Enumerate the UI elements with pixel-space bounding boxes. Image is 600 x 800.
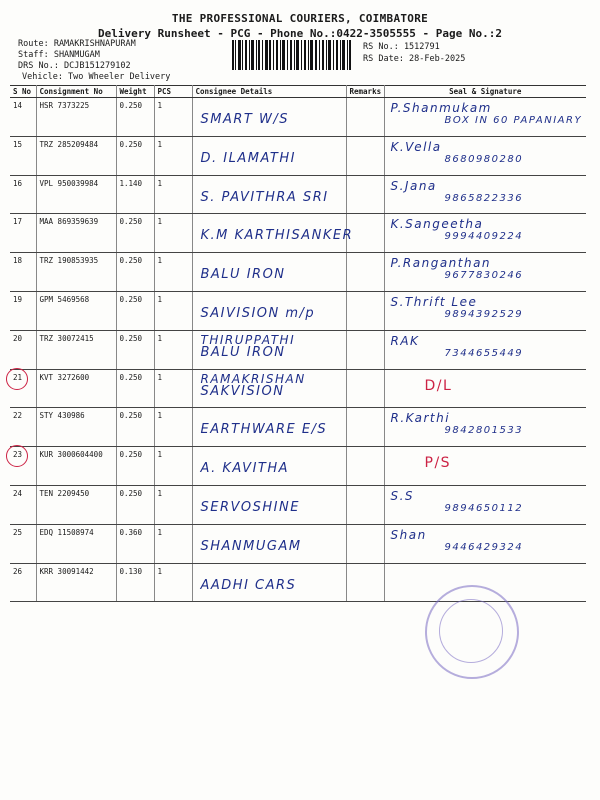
row-signature (384, 291, 586, 330)
col-consignee: Consignee Details (192, 86, 346, 98)
row-consignment-no: HSR 7373225 (36, 98, 116, 137)
row-remarks (346, 524, 384, 563)
row-consignment-no: VPL 950039984 (36, 175, 116, 214)
row-remarks (346, 447, 384, 486)
row-consignee (192, 485, 346, 524)
consignee-name: S. PAVITHRA SRI (200, 189, 329, 205)
row-consignment-no: TRZ 190853935 (36, 253, 116, 292)
signature-name: R.Karthi (390, 411, 451, 426)
row-pcs: 1 (154, 214, 192, 253)
table-row (10, 291, 586, 330)
row-pcs: 1 (154, 369, 192, 408)
row-consignment-no: MAA 869359639 (36, 214, 116, 253)
row-pcs: 1 (154, 447, 192, 486)
delivery-remark: P/S (424, 455, 452, 472)
table-row (10, 253, 586, 292)
row-signature (384, 253, 586, 292)
row-pcs: 1 (154, 408, 192, 447)
row-weight: 0.250 (116, 485, 154, 524)
marked-row-circle (6, 368, 28, 390)
signature-name: K.Vella (390, 139, 442, 154)
signature-name: S.Thrift Lee (390, 294, 478, 309)
consignee-name-alt: THIRUPPATHI (200, 332, 296, 347)
row-signature (384, 136, 586, 175)
row-sno: 23 (10, 447, 36, 486)
row-consignee (192, 369, 346, 408)
row-weight: 0.250 (116, 369, 154, 408)
row-remarks (346, 291, 384, 330)
consignee-name: K.M KARTHISANKER (200, 228, 354, 244)
runsheet-table (10, 85, 586, 602)
row-weight: 0.250 (116, 136, 154, 175)
row-remarks (346, 214, 384, 253)
table-row (10, 369, 586, 408)
consignee-name: BALU IRON (200, 267, 286, 283)
row-pcs: 1 (154, 98, 192, 137)
row-sno: 20 (10, 330, 36, 369)
row-signature (384, 175, 586, 214)
table-row (10, 524, 586, 563)
table-row (10, 98, 586, 137)
col-sno: S No (10, 86, 36, 98)
row-weight: 0.130 (116, 563, 154, 602)
signature-name: RAK (390, 333, 420, 348)
consignee-name: SAIVISION m/p (200, 305, 316, 321)
row-weight: 0.250 (116, 447, 154, 486)
row-sno: 16 (10, 175, 36, 214)
row-remarks (346, 98, 384, 137)
signature-name: P.Ranganthan (390, 256, 492, 271)
col-remarks: Remarks (346, 86, 384, 98)
consignee-name: D. ILAMATHI (200, 150, 296, 166)
table-row (10, 214, 586, 253)
row-consignee (192, 291, 346, 330)
row-weight: 1.140 (116, 175, 154, 214)
row-weight: 0.250 (116, 330, 154, 369)
row-consignment-no: TRZ 30072415 (36, 330, 116, 369)
row-sno: 25 (10, 524, 36, 563)
row-sno: 24 (10, 485, 36, 524)
row-sno: 22 (10, 408, 36, 447)
rs-number: RS No.: 1512791 (363, 42, 440, 52)
consignee-name: SAKVISION (200, 383, 285, 399)
table-row (10, 485, 586, 524)
signature-phone: 9842801533 (444, 425, 524, 437)
row-sno: 14 (10, 98, 36, 137)
marked-row-circle (6, 445, 28, 467)
table-header-row (10, 86, 586, 98)
row-signature (384, 330, 586, 369)
row-signature (384, 214, 586, 253)
row-signature (384, 447, 586, 486)
col-pcs: PCS (154, 86, 192, 98)
signature-phone: 9865822336 (444, 192, 524, 204)
row-remarks (346, 485, 384, 524)
consignee-name: EARTHWARE E/S (200, 422, 328, 438)
row-pcs: 1 (154, 330, 192, 369)
delivery-remark: D/L (424, 377, 453, 394)
signature-phone: 9994409224 (444, 231, 524, 243)
consignee-name: A. KAVITHA (200, 461, 290, 477)
consignee-name-alt: RAMAKRISHAN (200, 371, 306, 386)
table-row (10, 408, 586, 447)
row-sno: 18 (10, 253, 36, 292)
row-consignee (192, 563, 346, 602)
row-sno: 19 (10, 291, 36, 330)
row-consignee (192, 98, 346, 137)
signature-phone: 7344655449 (444, 347, 524, 359)
table-row (10, 447, 586, 486)
row-remarks (346, 175, 384, 214)
consignee-name: SMART W/S (200, 112, 289, 127)
row-weight: 0.360 (116, 524, 154, 563)
row-consignment-no: KUR 3000604400 (36, 447, 116, 486)
row-pcs: 1 (154, 563, 192, 602)
row-signature (384, 408, 586, 447)
row-weight: 0.250 (116, 291, 154, 330)
row-signature (384, 485, 586, 524)
rs-date: RS Date: 28-Feb-2025 (363, 54, 466, 64)
row-pcs: 1 (154, 253, 192, 292)
row-consignee (192, 136, 346, 175)
row-signature (384, 98, 586, 137)
signature-phone: 9894650112 (444, 502, 524, 514)
signature-phone: 9446429324 (444, 541, 524, 553)
row-consignment-no: KRR 30091442 (36, 563, 116, 602)
row-consignment-no: EDQ 11508974 (36, 524, 116, 563)
row-sno: 17 (10, 214, 36, 253)
row-weight: 0.250 (116, 214, 154, 253)
row-pcs: 1 (154, 175, 192, 214)
route-line: Route: RAMAKRISHNAPURAM (18, 39, 136, 49)
row-consignee (192, 253, 346, 292)
signature-name: K.Sangeetha (390, 217, 484, 232)
consignee-name: SERVOSHINE (200, 499, 300, 515)
company-title: THE PROFESSIONAL COURIERS, COIMBATORE (171, 12, 429, 25)
barcode (232, 40, 352, 70)
col-weight: Weight (116, 86, 154, 98)
row-signature (384, 524, 586, 563)
row-consignee (192, 447, 346, 486)
table-row (10, 330, 586, 369)
vehicle-line: Vehicle: Two Wheeler Delivery (22, 72, 171, 82)
signature-name: Shan (390, 527, 427, 542)
row-sno: 26 (10, 563, 36, 602)
row-remarks (346, 330, 384, 369)
signature-phone: 9894392529 (444, 308, 524, 320)
row-consignee (192, 214, 354, 253)
row-consignment-no: TRZ 285209484 (36, 136, 116, 175)
row-pcs: 1 (154, 136, 192, 175)
row-consignment-no: KVT 3272600 (36, 369, 116, 408)
row-consignment-no: GPM 5469568 (36, 291, 116, 330)
consignee-name: SHANMUGAM (200, 538, 302, 554)
row-remarks (346, 253, 384, 292)
row-signature (384, 369, 586, 408)
row-consignee (192, 408, 346, 447)
row-weight: 0.250 (116, 253, 154, 292)
consignee-name: BALU IRON (200, 344, 286, 360)
row-consignment-no: TEN 2209450 (36, 485, 116, 524)
row-remarks (346, 563, 384, 602)
table-row (10, 136, 586, 175)
signature-name: S.Jana (390, 178, 437, 193)
row-remarks (346, 136, 384, 175)
signature-phone: 8680980280 (444, 153, 524, 165)
signature-name: P.Shanmukam (390, 101, 492, 115)
delivery-stamp (425, 585, 519, 679)
row-weight: 0.250 (116, 408, 154, 447)
table-row (10, 175, 586, 214)
row-consignment-no: STY 430986 (36, 408, 116, 447)
drs-line: DRS No.: DCJB151279102 (18, 61, 131, 71)
row-consignee (192, 524, 346, 563)
col-consignment: Consignment No (36, 86, 116, 98)
row-sno: 15 (10, 136, 36, 175)
row-consignee (192, 175, 346, 214)
staff-line: Staff: SHANMUGAM (18, 50, 100, 60)
signature-phone: BOX IN 60 PAPANIARY (444, 115, 583, 126)
row-pcs: 1 (154, 291, 192, 330)
runsheet-subtitle: Delivery Runsheet - PCG - Phone No.:0422-3505555 - Page No.:2 (98, 27, 502, 40)
signature-phone: 9677830246 (444, 270, 524, 282)
row-weight: 0.250 (116, 98, 154, 137)
row-sno: 21 (10, 369, 36, 408)
row-consignee (192, 330, 346, 369)
signature-name: S.S (390, 488, 415, 503)
consignee-name: AADHI CARS (200, 577, 297, 593)
row-pcs: 1 (154, 524, 192, 563)
row-remarks (346, 369, 384, 408)
col-signature: Seal & Signature (384, 86, 586, 98)
row-pcs: 1 (154, 485, 192, 524)
row-remarks (346, 408, 384, 447)
